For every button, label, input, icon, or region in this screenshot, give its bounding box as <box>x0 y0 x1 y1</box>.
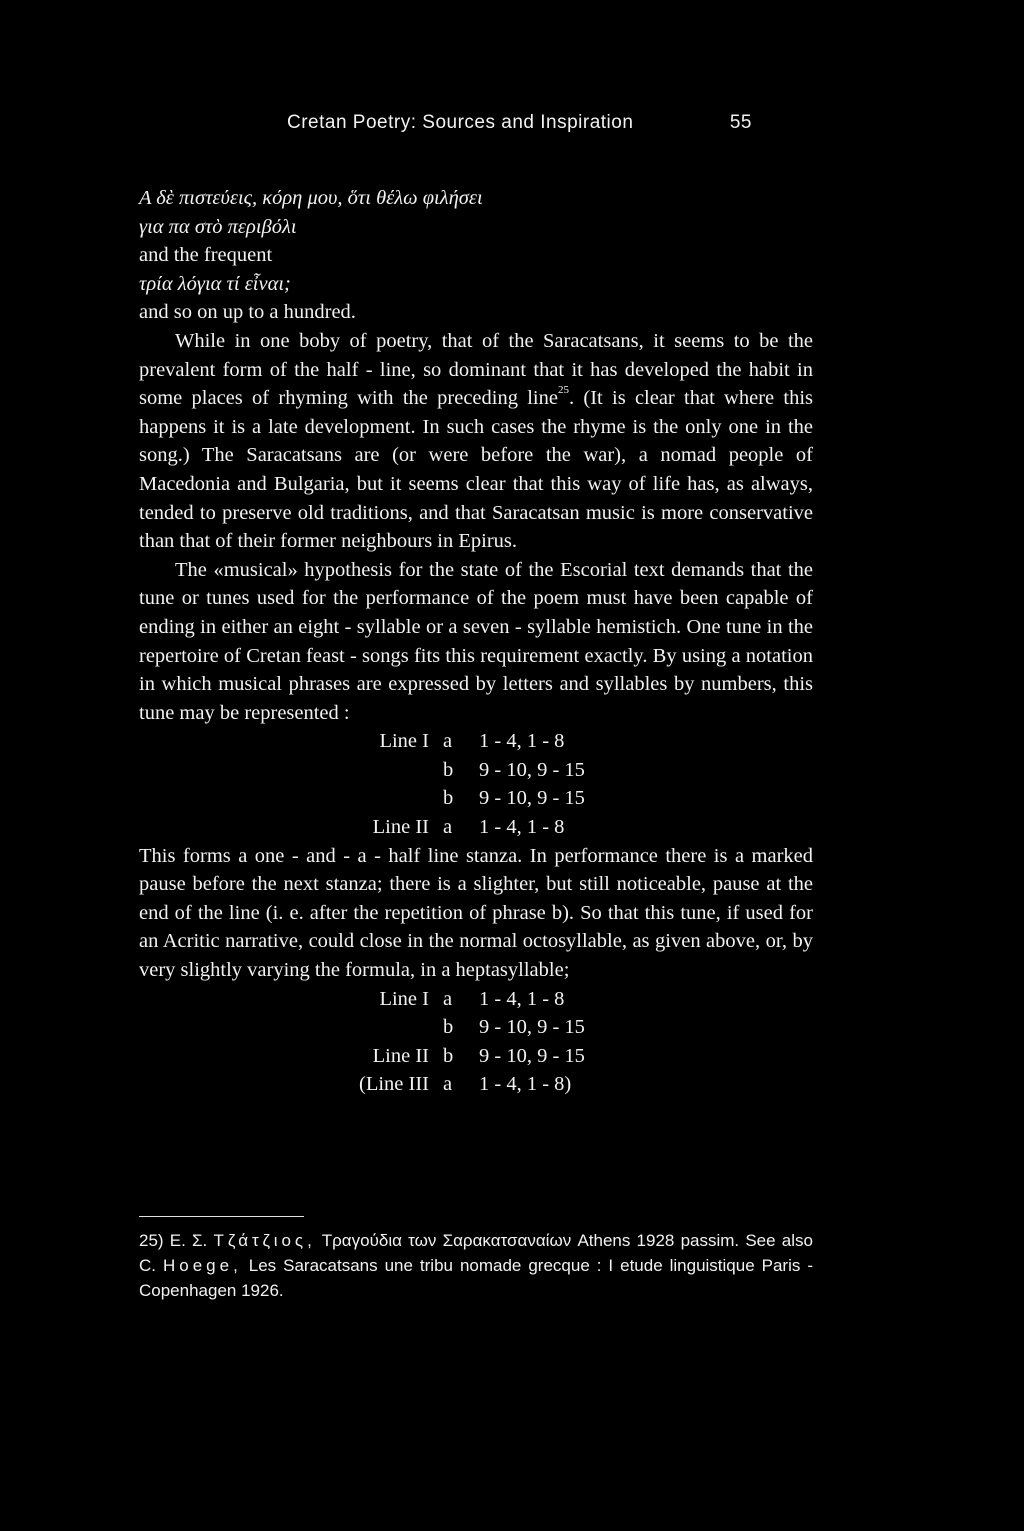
footnote-reference: 25 <box>557 384 569 397</box>
paragraph-stanza: This forms a one - and - a - half line stanza. In performance there is a marked pause before the next stanza; there is a slighter, but still noticeable, pause at the end of the line (i. e. after the repetition of phrase b). So that this tune, if used for an Acritic narrative, could close in the normal octosyllable, as given above, or, by very slightly varying the formula, in a heptasyllable; <box>139 844 813 982</box>
footnote-greek-title: Τραγούδια των Σαρακατσαναίων <box>321 1231 572 1250</box>
greek-verse-line: Α δὲ πιστεύεις, κόρη μου, ὅτι θέλω φιλήσει <box>139 187 483 209</box>
footnote-divider <box>139 1216 304 1217</box>
footnote-marker: 25) E. Σ. <box>139 1231 208 1250</box>
formula-label: Line I <box>379 730 429 753</box>
formula-numbers: 1 - 4, 1 - 8 <box>479 730 565 753</box>
formula-label <box>139 1013 443 1042</box>
formula-letter: b <box>443 758 454 781</box>
paragraph-saracatsans <box>139 327 813 556</box>
formula-numbers: 9 - 10, 9 - 15 <box>479 1016 585 1039</box>
formula-letter: b <box>443 1044 454 1067</box>
formula-row <box>139 756 813 785</box>
formula-row <box>139 1042 813 1071</box>
formula-letter: a <box>443 730 453 753</box>
formula-numbers: 1 - 4, 1 - 8 <box>479 816 565 839</box>
formula-label <box>139 756 443 785</box>
formula-letter: a <box>443 1073 453 1096</box>
formula-row <box>139 727 813 756</box>
main-text <box>139 184 813 1099</box>
formula-block-2 <box>139 985 813 1099</box>
formula-row <box>139 813 813 842</box>
formula-letter: b <box>443 1016 454 1039</box>
formula-numbers: 9 - 10, 9 - 15 <box>479 758 585 781</box>
footnote <box>139 1228 813 1303</box>
formula-letter: b <box>443 787 454 810</box>
formula-numbers: 9 - 10, 9 - 15 <box>479 1044 585 1067</box>
text-line: and so on up to a hundred. <box>139 301 356 324</box>
footnote-author: Hoege, <box>162 1256 242 1275</box>
running-header <box>287 112 752 134</box>
formula-letter: a <box>443 816 453 839</box>
footnote-author: Τζάτζιος, <box>213 1231 316 1250</box>
formula-label <box>139 784 443 813</box>
paragraph-musical-hypothesis: The «musical» hypothesis for the state of the Escorial text demands that the tune or tunes used for the performance of the poem must have been capable of ending in either an eight - syllable or a seven - syllable hemistich. One tune in the repertoire of Cretan feast - songs fits this requirement exactly. By using a notation in which musical phrases are expressed by letters and syllables by numbers, this tune may be represented : <box>139 558 813 724</box>
paragraph-text: While in one boby of poetry, that of the Saracatsans, it seems to be the prevalent form of the half - line, so dominant that it has developed the habit in some places of rhyming with the preceding line <box>139 329 813 410</box>
formula-numbers: 1 - 4, 1 - 8 <box>479 987 565 1010</box>
formula-letter: a <box>443 987 453 1010</box>
formula-row <box>139 784 813 813</box>
greek-verse-line: για πα στὸ περιβόλι <box>139 215 297 238</box>
formula-label: Line II <box>372 816 429 839</box>
formula-label: Line II <box>372 1044 429 1067</box>
formula-label: (Line III <box>359 1073 429 1096</box>
formula-row <box>139 1070 813 1099</box>
running-title: Cretan Poetry: Sources and Inspiration <box>287 112 634 133</box>
formula-numbers: 9 - 10, 9 - 15 <box>479 787 585 810</box>
formula-label: Line I <box>379 987 429 1010</box>
page-number: 55 <box>729 112 752 133</box>
footnote-text: Athens 1928 passim. See also C. <box>139 1231 813 1275</box>
footnote-text: Les Saracatsans une tribu nomade grecque : I etude linguistique Paris - Copenhagen 1926. <box>139 1256 813 1300</box>
paragraph-text: . (It is clear that where this happens it is a late development. In such cases the rhyme is the only one in the song.) The Saracatsans are (or were before the war), a nomad people of Macedonia and Bulgaria, but it seems clear that this way of life has, as always, tended to preserve old traditions, and that Saracatsan music is more conservative than that of their former neighbours in Epirus. <box>139 387 814 553</box>
text-line: and the frequent <box>139 244 273 267</box>
formula-numbers: 1 - 4, 1 - 8) <box>479 1073 572 1096</box>
greek-verse-line: τρία λόγια τί εἶναι; <box>139 272 291 295</box>
formula-row <box>139 1013 813 1042</box>
formula-row <box>139 985 813 1014</box>
formula-block-1 <box>139 727 813 841</box>
